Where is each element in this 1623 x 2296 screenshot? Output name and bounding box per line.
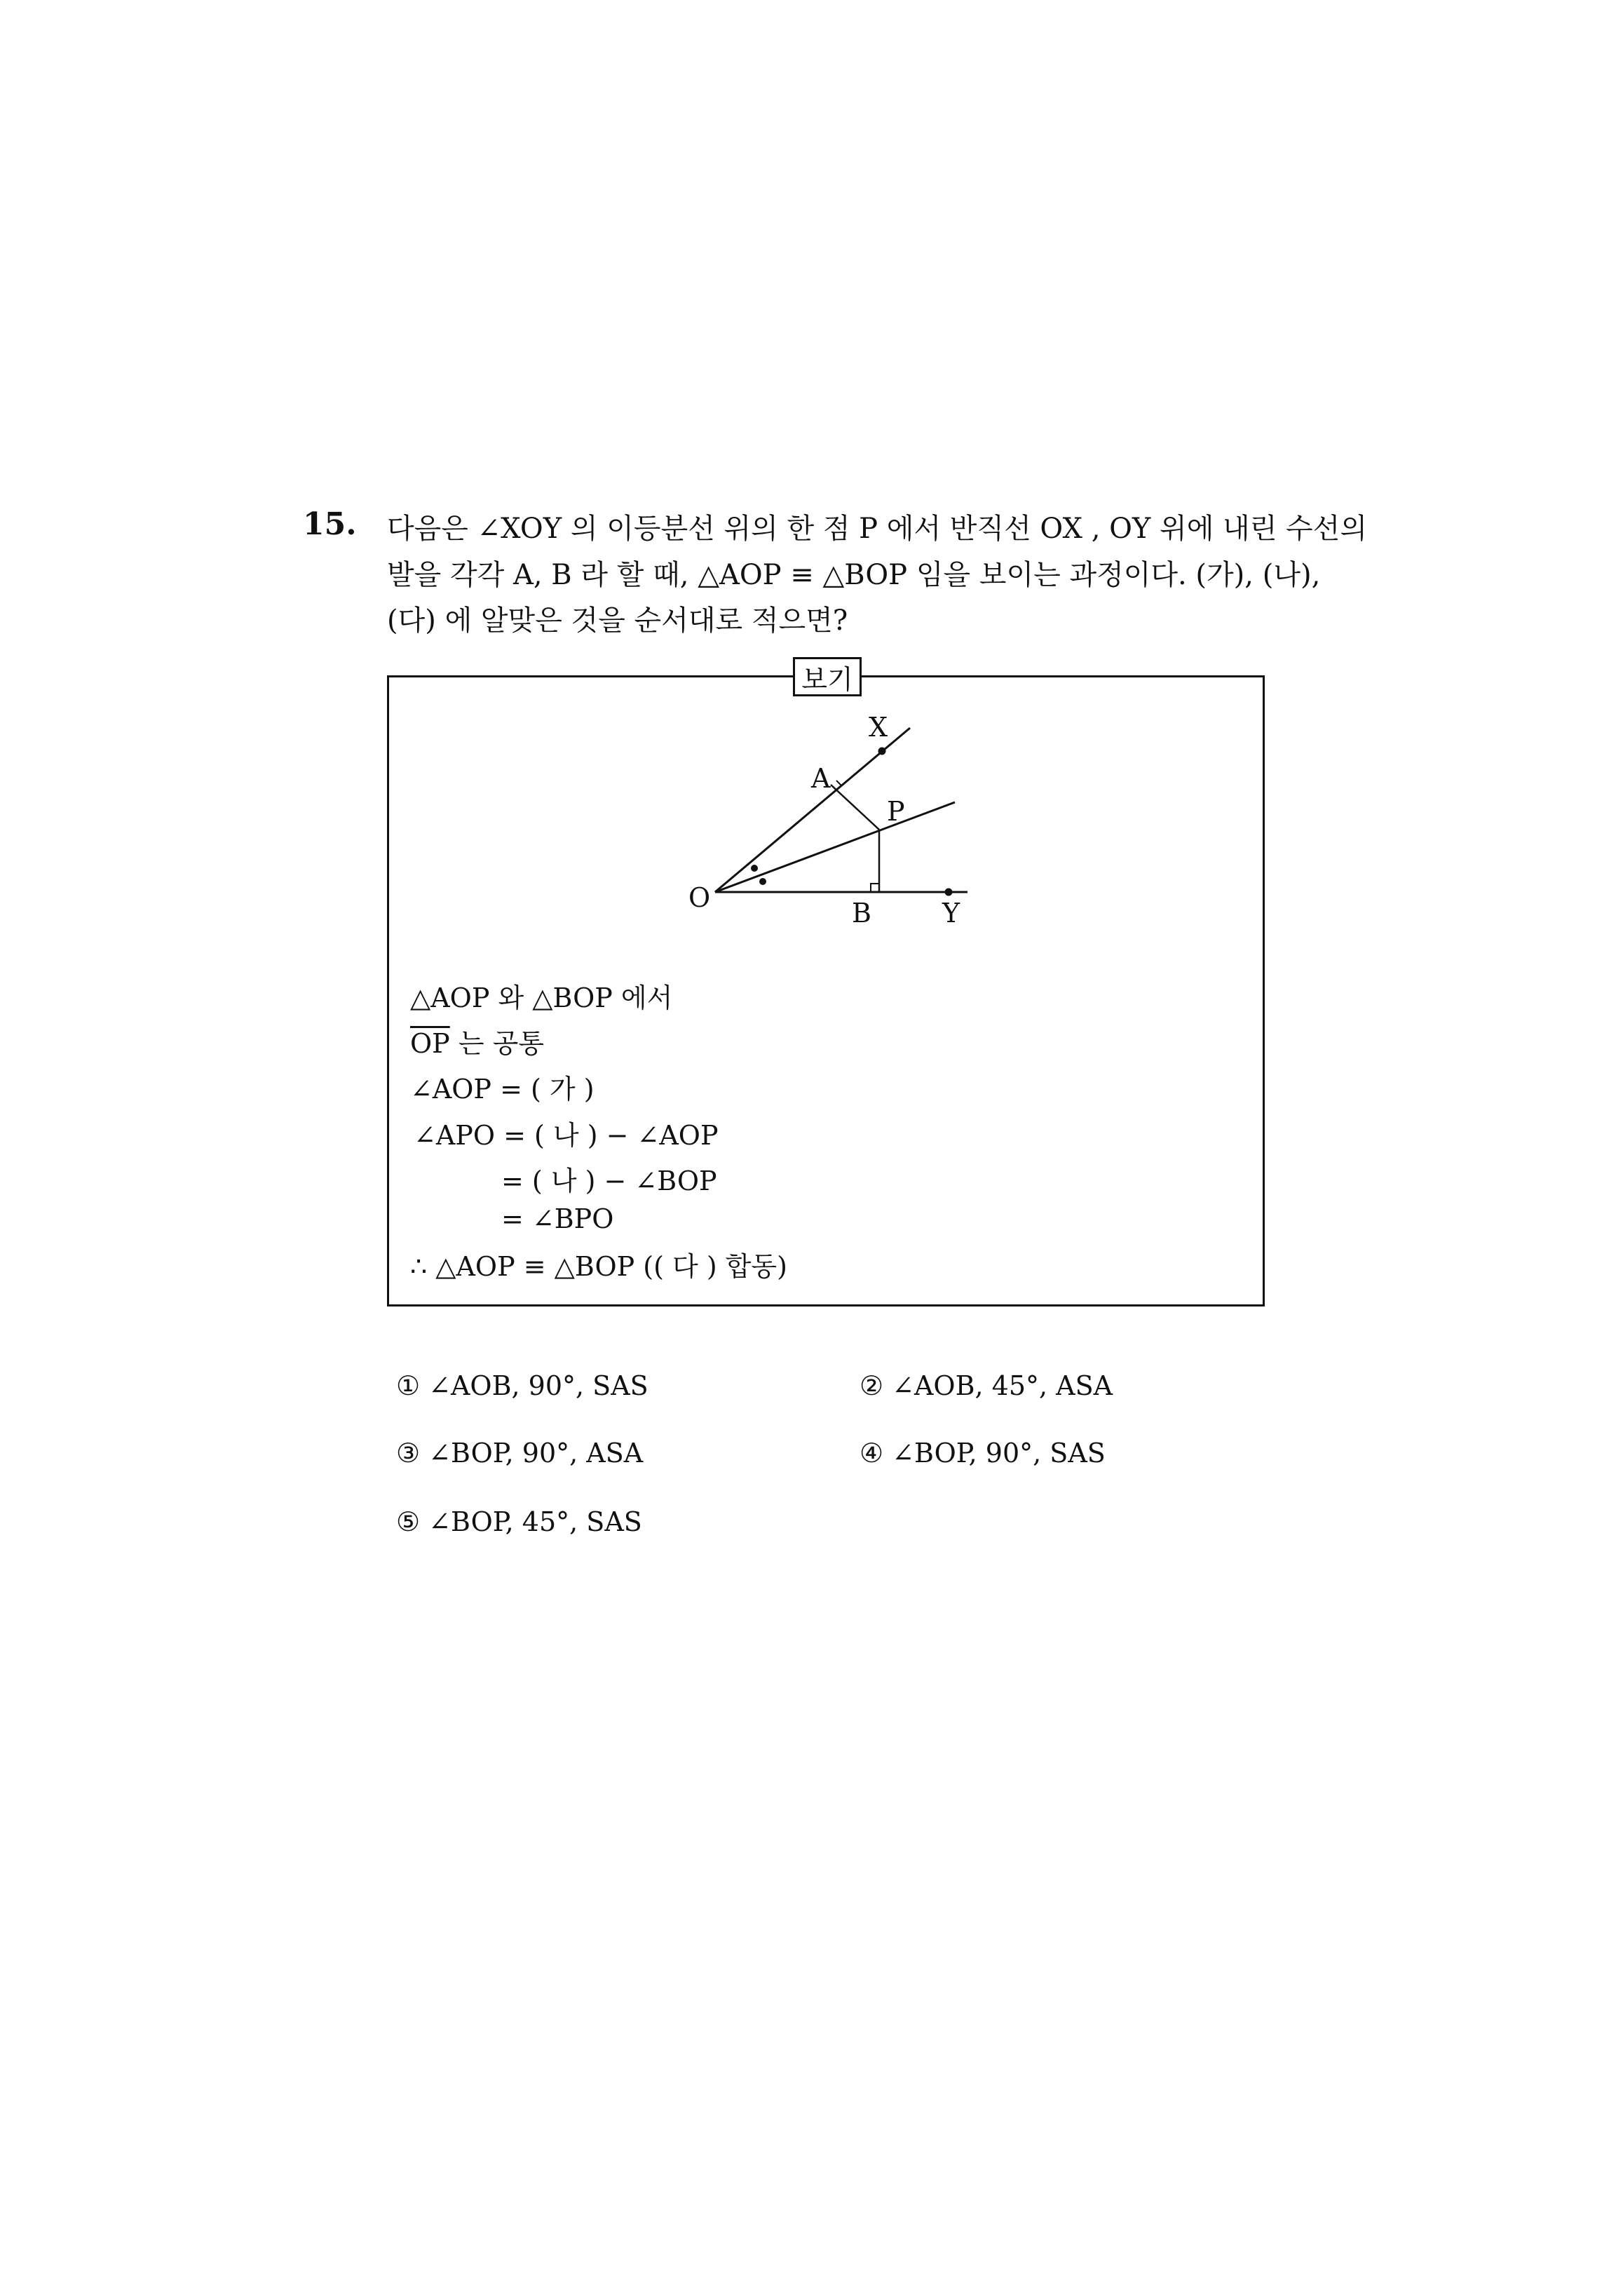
choice-3[interactable]: ③ ∠BOP, 90°, ASA <box>396 1438 644 1468</box>
angle-mark-dot-upper <box>751 865 758 872</box>
label-y: Y <box>942 898 960 928</box>
segment-op-notation: $\overline{OP}$ <box>410 1028 450 1059</box>
proof-line-7: ∴ △AOP ≡ △BOP (( 다 ) 합동) <box>410 1251 787 1282</box>
bogi-label: 보기 <box>793 657 862 696</box>
point-x-dot <box>878 748 886 755</box>
right-angle-mark-b <box>871 884 879 892</box>
label-a: A <box>811 763 831 794</box>
choice-2[interactable]: ② ∠AOB, 45°, ASA <box>860 1370 1113 1401</box>
label-p: P <box>887 796 905 827</box>
proof-line-3: ∠AOP = ( 가 ) <box>410 1074 595 1105</box>
point-y-dot <box>945 889 953 896</box>
choice-1[interactable]: ① ∠AOB, 90°, SAS <box>396 1370 648 1401</box>
right-angle-mark-a <box>836 781 841 790</box>
label-x: X <box>869 712 888 743</box>
proof-line-1: △AOP 와 △BOP 에서 <box>410 982 673 1013</box>
proof-line-2 <box>410 1022 544 1060</box>
label-o: O <box>688 882 711 913</box>
proof-line-5: = ( 나 ) − ∠BOP <box>501 1166 717 1196</box>
ray-op <box>715 802 955 892</box>
question-line-3: (다) 에 알맞은 것을 순서대로 적으면? <box>387 605 848 637</box>
question-line-1: 다음은 ∠XOY 의 이등분선 위의 한 점 P 에서 반직선 OX , OY 위에 내린 수선의 <box>387 513 1367 545</box>
proof-line-2-text: 는 공통 <box>449 1028 545 1059</box>
proof-line-6: = ∠BPO <box>501 1203 614 1234</box>
question-line-2: 발을 각각 A, B 라 할 때, △AOP ≡ △BOP 임을 보이는 과정이다. (가), (나), <box>387 559 1321 591</box>
proof-line-4: ∠APO = ( 나 ) − ∠AOP <box>414 1120 719 1151</box>
angle-mark-dot-lower <box>759 878 766 885</box>
segment-pa <box>831 785 879 830</box>
question-number: 15. <box>303 506 357 542</box>
label-b: B <box>852 898 871 928</box>
choice-5[interactable]: ⑤ ∠BOP, 45°, SAS <box>396 1506 642 1537</box>
choice-4[interactable]: ④ ∠BOP, 90°, SAS <box>860 1438 1106 1468</box>
